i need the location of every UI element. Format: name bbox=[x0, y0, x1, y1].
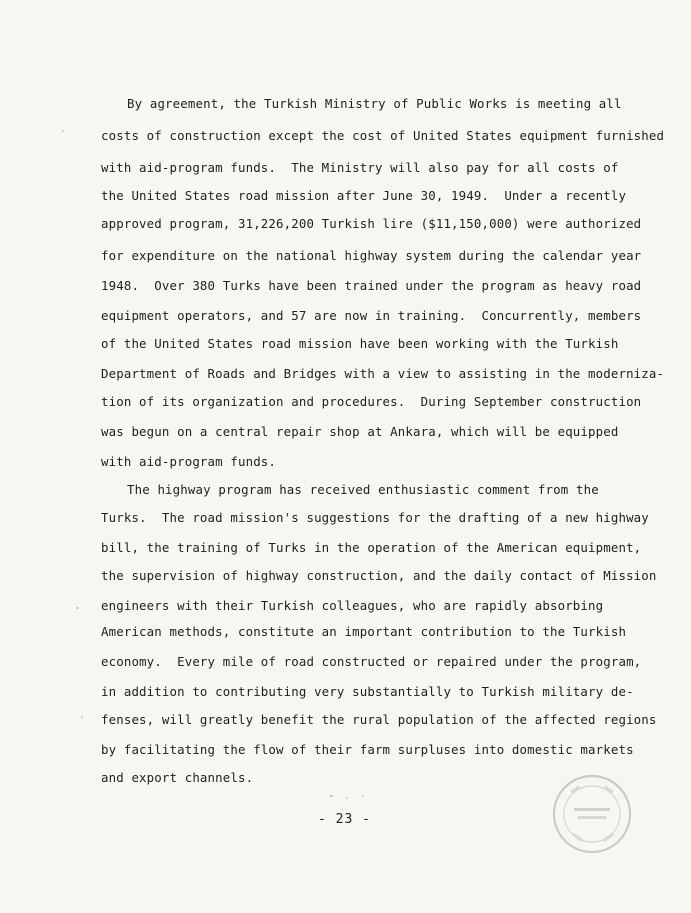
text-line: for expenditure on the national highway system during the calendar year bbox=[101, 248, 642, 263]
scan-speck bbox=[362, 795, 364, 797]
text-line: American methods, constitute an important contribution to the Turkish bbox=[101, 624, 627, 639]
text-line: with aid-program funds. bbox=[101, 454, 277, 469]
scan-speck bbox=[76, 607, 79, 609]
text-line: the supervision of highway construction, and the daily contact of Mission bbox=[101, 568, 657, 583]
text-line: with aid-program funds. The Ministry will also pay for all costs of bbox=[101, 160, 619, 175]
text-line: The highway program has received enthusiastic comment from the bbox=[127, 482, 599, 497]
text-line: By agreement, the Turkish Ministry of Public Works is meeting all bbox=[127, 96, 622, 111]
text-line: in addition to contributing very substantially to Turkish military de- bbox=[101, 684, 634, 699]
text-line: costs of construction except the cost of United States equipment furnished bbox=[101, 128, 665, 143]
text-line: tion of its organization and procedures. During September construction bbox=[101, 394, 642, 409]
text-line: of the United States road mission have been working with the Turkish bbox=[101, 336, 619, 351]
text-line: economy. Every mile of road constructed or repaired under the program, bbox=[101, 654, 642, 669]
scan-speck bbox=[81, 716, 83, 718]
text-line: Department of Roads and Bridges with a view to assisting in the moderniza- bbox=[101, 366, 665, 381]
text-line: approved program, 31,226,200 Turkish lire ($11,150,000) were authorized bbox=[101, 216, 642, 231]
text-line: bill, the training of Turks in the operation of the American equipment, bbox=[101, 540, 642, 555]
text-line: fenses, will greatly benefit the rural population of the affected regions bbox=[101, 712, 657, 727]
text-line: engineers with their Turkish colleagues, who are rapidly absorbing bbox=[101, 598, 604, 613]
text-line: was begun on a central repair shop at Ankara, which will be equipped bbox=[101, 424, 619, 439]
text-line: the United States road mission after June 30, 1949. Under a recently bbox=[101, 188, 627, 203]
text-line: by facilitating the flow of their farm surpluses into domestic markets bbox=[101, 742, 634, 757]
scan-speck bbox=[330, 795, 333, 797]
scan-speck bbox=[62, 130, 64, 132]
scan-speck bbox=[346, 797, 348, 799]
text-line: and export channels. bbox=[101, 770, 254, 785]
text-line: 1948. Over 380 Turks have been trained under the program as heavy road bbox=[101, 278, 642, 293]
text-line: Turks. The road mission's suggestions for the drafting of a new highway bbox=[101, 510, 649, 525]
text-line: equipment operators, and 57 are now in training. Concurrently, members bbox=[101, 308, 642, 323]
page-number: - 23 - bbox=[318, 812, 371, 827]
archive-stamp-icon bbox=[548, 770, 636, 858]
